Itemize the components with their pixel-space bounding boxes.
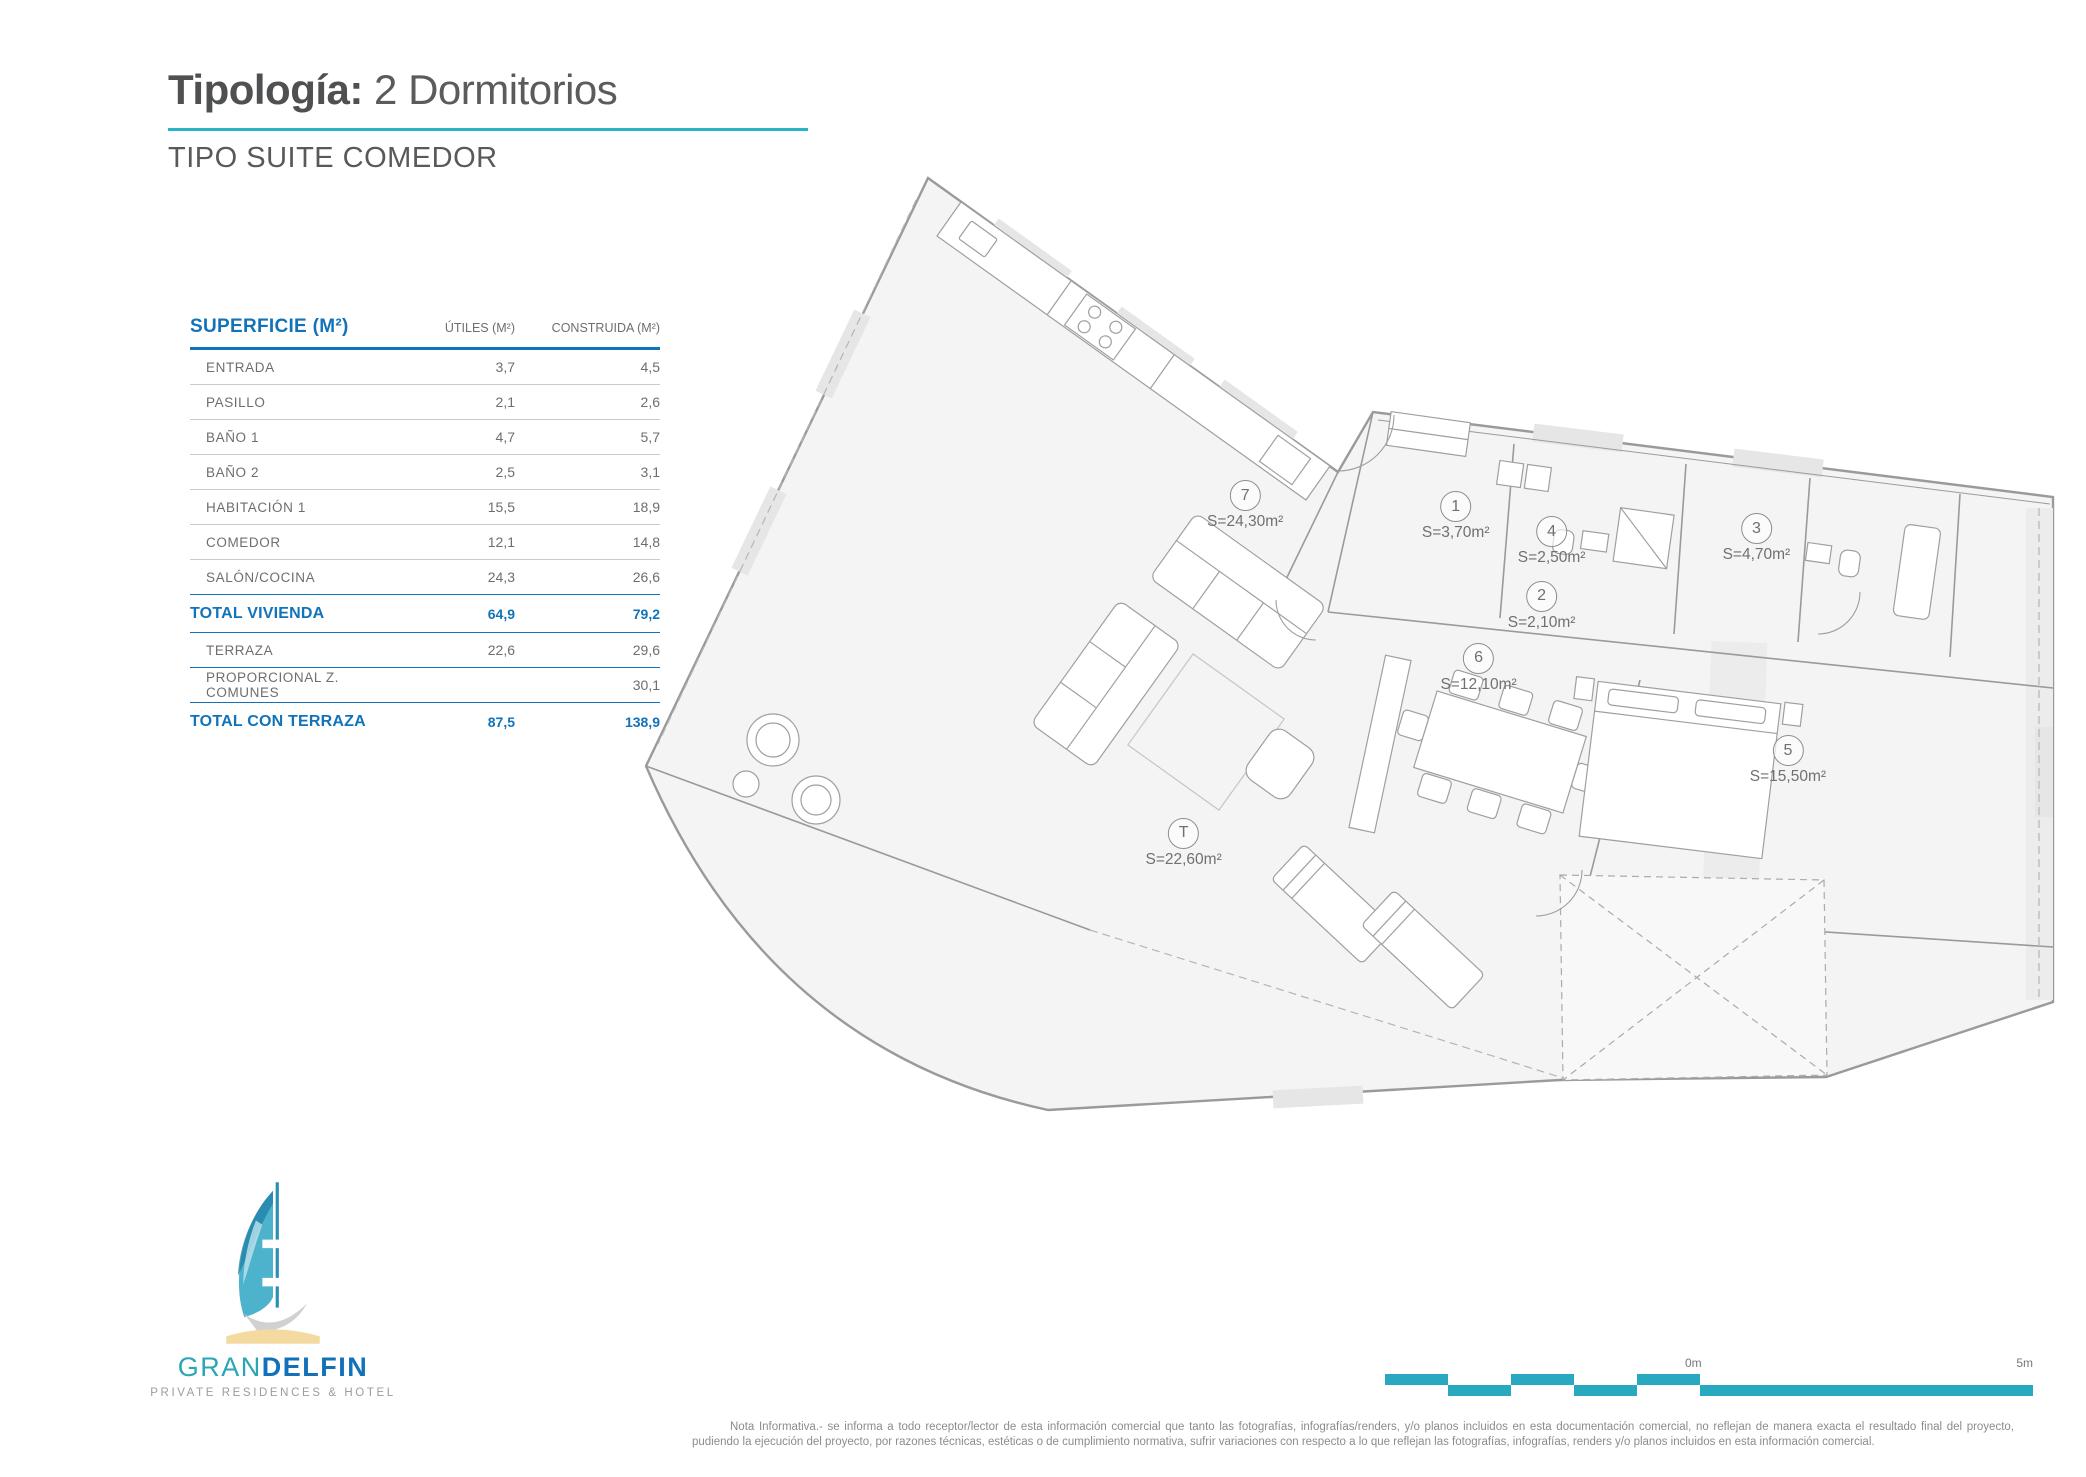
surface-table xyxy=(190,316,660,741)
table-row-total-vivienda: TOTAL VIVIENDA 64,9 79,2 xyxy=(190,595,660,633)
col-construida: CONSTRUIDA (M²) xyxy=(551,321,660,335)
title-underline xyxy=(168,128,808,131)
table-row: BAÑO 2 2,5 3,1 xyxy=(190,455,660,490)
logo-wordmark: GRANDELFIN xyxy=(177,1352,369,1382)
col-utiles: ÚTILES (M²) xyxy=(444,321,515,335)
table-row: PROPORCIONAL Z. COMUNES 30,1 xyxy=(190,668,660,703)
room-label-T: T S=22,60m² xyxy=(1145,818,1221,869)
room-label-1: 1 S=3,70m² xyxy=(1422,491,1490,542)
page-title xyxy=(168,66,617,114)
logo-tagline: PRIVATE RESIDENCES & HOTEL xyxy=(150,1387,396,1399)
room-label-2: 2 S=2,10m² xyxy=(1508,581,1576,632)
table-row: COMEDOR 12,1 14,8 xyxy=(190,525,660,560)
table-row: SALÓN/COCINA 24,3 26,6 xyxy=(190,560,660,595)
brand-logo xyxy=(128,1178,418,1399)
table-row: ENTRADA 3,7 4,5 xyxy=(190,350,660,385)
scale-label-5m: 5m xyxy=(2016,1356,2033,1370)
scale-track xyxy=(1385,1374,2033,1396)
floor-plan xyxy=(628,172,2060,1167)
footer-note: Nota Informativa.- se informa a todo receptor/lector de esta información comercial que tanto las fotografías, infografías/renders, y/o planos incluidos en esta documentación comercial, no reflejan de manera exacta el resultado final del proyecto, pudiendo la ejecución del proyecto, por razones técnicas, estéticas o de cumplimiento normativa, sufrir variaciones con respecto a lo que reflejan las fotografías, infografías, renders y/o planos incluidos en esta información comercial. xyxy=(692,1421,2014,1448)
table-row: BAÑO 1 4,7 5,7 xyxy=(190,420,660,455)
room-label-7: 7 S=24,30m² xyxy=(1207,480,1283,531)
table-header xyxy=(190,316,660,350)
col-superficie: SUPERFICIE (M²) xyxy=(190,316,349,337)
scale-bar xyxy=(1385,1356,2033,1398)
room-label-4: 4 S=2,50m² xyxy=(1518,516,1586,567)
room-label-5: 5 S=15,50m² xyxy=(1750,735,1826,786)
floor-plan-drawing xyxy=(628,172,2060,1167)
page-title-light: 2 Dormitorios xyxy=(362,66,618,113)
table-row: PASILLO 2,1 2,6 xyxy=(190,385,660,420)
room-label-6: 6 S=12,10m² xyxy=(1440,643,1516,694)
table-row: HABITACIÓN 1 15,5 18,9 xyxy=(190,490,660,525)
room-label-3: 3 S=4,70m² xyxy=(1723,513,1791,564)
page-subtitle: TIPO SUITE COMEDOR xyxy=(168,142,498,174)
table-row-total-terraza: TOTAL CON TERRAZA 87,5 138,9 xyxy=(190,713,660,730)
page-title-bold: Tipología: xyxy=(168,66,363,113)
sail-tower-icon xyxy=(188,1178,358,1348)
scale-label-0m: 0m xyxy=(1685,1356,1702,1370)
table-row: TERRAZA 22,6 29,6 xyxy=(190,633,660,668)
